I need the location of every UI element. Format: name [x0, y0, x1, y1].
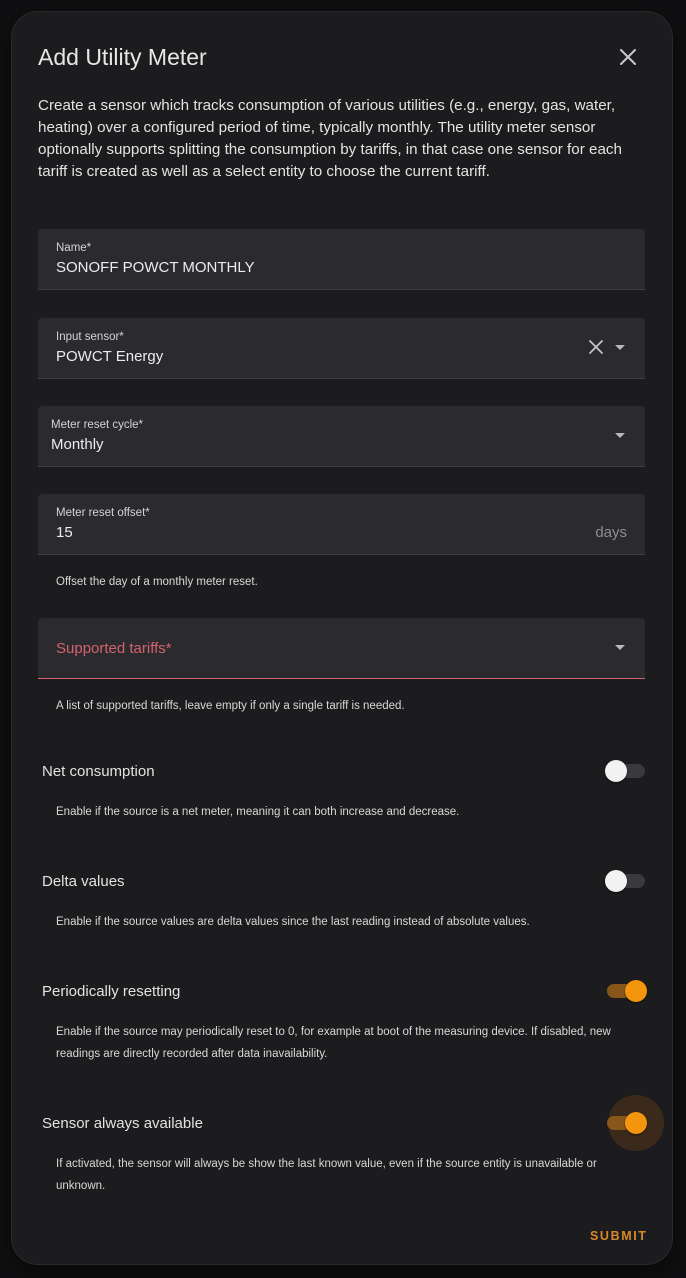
always-available-switch[interactable]: [605, 1112, 647, 1134]
name-field[interactable]: [38, 229, 645, 290]
dialog-title: Add Utility Meter: [38, 44, 207, 70]
delta-values-helper: Enable if the source values are delta values since the last reading instead of absolute values.: [56, 916, 530, 928]
dropdown-arrow-icon[interactable]: [615, 345, 625, 350]
net-consumption-helper: Enable if the source is a net meter, meaning it can both increase and decrease.: [56, 806, 460, 818]
always-available-helper: If activated, the sensor will always be show the last known value, even if the source entity is unavailable or unknown.: [56, 1158, 597, 1192]
reset-offset-label: Meter reset offset*: [56, 507, 150, 519]
close-button[interactable]: [615, 44, 641, 70]
input-sensor-label: Input sensor*: [56, 331, 124, 343]
switch-thumb: [625, 980, 647, 1002]
name-field-label: Name*: [56, 242, 92, 254]
reset-offset-suffix: days: [595, 524, 627, 541]
always-available-label: Sensor always available: [42, 1115, 203, 1132]
close-icon: [615, 44, 641, 70]
switch-thumb: [625, 1112, 647, 1134]
switch-thumb: [605, 760, 627, 782]
periodically-resetting-helper: Enable if the source may periodically reset to 0, for example at boot of the measuring device. If disabled, new readings are directly recorded after data inavailability.: [56, 1026, 611, 1060]
reset-cycle-label: Meter reset cycle*: [51, 419, 144, 431]
clear-icon[interactable]: [587, 338, 605, 356]
supported-tariffs-helper: A list of supported tariffs, leave empty if only a single tariff is needed.: [56, 700, 405, 712]
reset-cycle-value: Monthly: [51, 436, 104, 453]
reset-offset-value: 15: [56, 524, 73, 541]
name-field-value: SONOFF POWCT MONTHLY: [56, 259, 255, 276]
input-sensor-field[interactable]: [38, 318, 645, 379]
periodically-resetting-switch[interactable]: [605, 980, 647, 1002]
delta-values-switch[interactable]: [605, 870, 647, 892]
submit-button[interactable]: SUBMIT: [590, 1229, 648, 1243]
dropdown-arrow-icon[interactable]: [615, 433, 625, 438]
switch-thumb: [605, 870, 627, 892]
dropdown-arrow-icon[interactable]: [615, 645, 625, 650]
dialog-description: Create a sensor which tracks consumption of various utilities (e.g., energy, gas, water, heating) over a configured period of time, typically monthly. The utility meter sensor optionally supports splitting the consumption by tariffs, in that case one sensor for each tariff is created as well as a select entity to choose the current tariff.: [38, 97, 622, 180]
supported-tariffs-select[interactable]: [38, 618, 645, 679]
net-consumption-label: Net consumption: [42, 763, 155, 780]
add-utility-meter-dialog: [12, 12, 672, 1264]
periodically-resetting-label: Periodically resetting: [42, 983, 181, 1000]
reset-offset-helper: Offset the day of a monthly meter reset.: [56, 576, 258, 588]
supported-tariffs-label: Supported tariffs*: [56, 640, 172, 657]
net-consumption-switch[interactable]: [605, 760, 647, 782]
input-sensor-value: POWCT Energy: [56, 348, 164, 365]
reset-offset-field[interactable]: [38, 494, 645, 555]
reset-cycle-select[interactable]: [38, 406, 645, 467]
delta-values-label: Delta values: [42, 873, 125, 890]
